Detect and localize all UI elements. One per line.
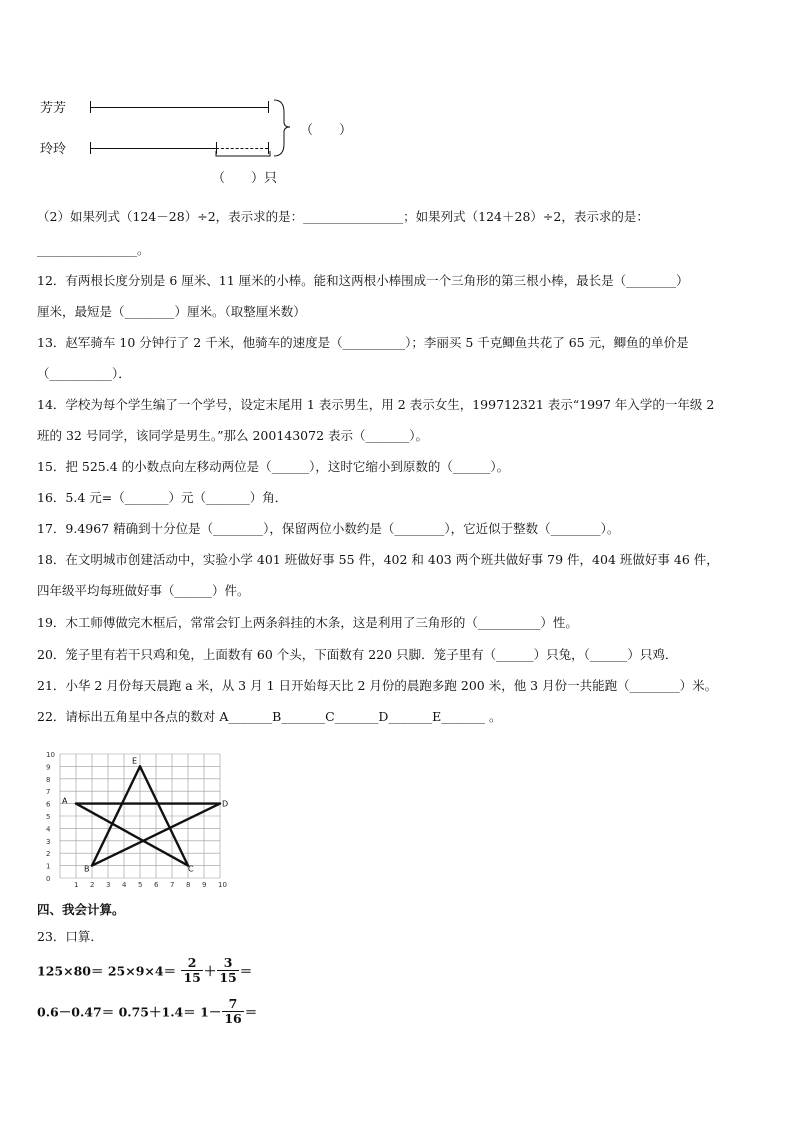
q18-line1: 18．在文明城市创建活动中，实验小学 401 班做好事 55 件，402 和 403 两个班共做好事 79 件，404 班做好事 46 件，: [37, 552, 719, 567]
point-label-b: B: [84, 864, 90, 874]
x-tick-label: 7: [170, 881, 175, 889]
q14-line2: 班的 32 号同学，该同学是男生。”那么 200143072 表示（_______）。: [37, 428, 429, 443]
section-4-heading: 四、我会计算。: [37, 902, 125, 917]
bottom-brace: [212, 150, 274, 164]
star-grid-figure: [34, 738, 234, 890]
q17: 17．9.4967 精确到十分位是（________），保留两位小数约是（________），它近似于整数（________）。: [37, 521, 620, 536]
x-tick-label: 3: [106, 881, 111, 889]
fraction-7-16: [222, 997, 243, 1026]
q12-line1: 12．有两根长度分别是 6 厘米、11 厘米的小棒。能和这两根小棒围成一个三角形的第三根小棒，最长是（________）: [37, 273, 689, 288]
plus-sign: ＋: [203, 963, 217, 979]
y-tick-label: 0: [46, 875, 51, 883]
fraction-2-15: [181, 956, 202, 985]
calc-2b: 0.75＋1.4＝: [118, 1004, 196, 1020]
lingling-segment: [90, 148, 216, 149]
calc-1b: 25×9×4＝: [107, 963, 177, 979]
y-tick-label: 10: [46, 751, 55, 759]
x-tick-label: 10: [218, 881, 227, 889]
q23: 23．口算．: [37, 929, 103, 944]
y-tick-label: 9: [46, 763, 51, 772]
q20: 20．笼子里有若干只鸡和兔，上面数有 60 个头，下面数有 220 只脚．笼子里有（______）只兔，（______）只鸡．: [37, 647, 678, 662]
fraction-numerator: 2: [181, 956, 202, 971]
segment-tick: [90, 142, 91, 154]
q11-part2-line2: ________________。: [37, 242, 150, 257]
fraction-numerator: 3: [217, 956, 238, 971]
y-tick-label: 7: [46, 788, 51, 797]
q14-line1: 14．学校为每个学生编了一个学号，设定末尾用 1 表示男生，用 2 表示女生，199712321 表示“1997 年入学的一年级 2: [37, 397, 715, 412]
star-edge: [76, 804, 188, 866]
q15: 15．把 525.4 的小数点向左移动两位是（______），这时它缩小到原数的（______）。: [37, 459, 510, 474]
bottom-blank: （ ）只: [212, 171, 278, 186]
q13-line2: （__________）．: [37, 366, 131, 381]
x-tick-label: 2: [90, 881, 95, 889]
point-label-a: A: [62, 796, 68, 806]
segment-tick: [268, 101, 269, 113]
x-tick-label: 8: [186, 881, 191, 889]
q19: 19．木工师傅做完木框后，常常会钉上两条斜挂的木条，这是利用了三角形的（__________）性。: [37, 615, 578, 630]
fraction-3-15: [217, 956, 238, 985]
q11-part2-line1: （2）如果列式（124－28）÷2，表示求的是：________________；如果列式（124＋28）÷2，表示求的是：: [37, 209, 649, 224]
fangfang-segment: [90, 107, 268, 108]
point-label-e: E: [132, 756, 138, 766]
brace-blank: （ ）: [300, 123, 353, 138]
calc-1a: 125×80＝: [37, 963, 104, 979]
fraction-denominator: 15: [183, 970, 201, 985]
q21: 21．小华 2 月份每天晨跑 a 米，从 3 月 1 日开始每天比 2 月份的晨跑多跑 200 米，他 3 月份一共能跑（________）米。: [37, 678, 718, 693]
x-tick-label: 9: [202, 881, 207, 889]
name-lingling: 玲玲: [40, 142, 67, 157]
y-tick-label: 4: [46, 825, 51, 834]
calc-row-2: [37, 997, 257, 1026]
calc-2c: 1－: [200, 1004, 222, 1020]
y-tick-label: 2: [46, 850, 51, 859]
x-tick-label: 4: [122, 881, 127, 889]
calc-row-1: [37, 956, 252, 985]
y-tick-label: 5: [46, 813, 51, 821]
equals-sign: ＝: [244, 1004, 258, 1020]
y-tick-label: 8: [46, 775, 51, 784]
x-tick-label: 6: [154, 881, 159, 889]
x-tick-label: 1: [74, 881, 79, 889]
q12-line2: 厘米，最短是（________）厘米。（取整厘米数）: [37, 304, 306, 319]
fraction-numerator: 7: [222, 997, 243, 1012]
y-tick-label: 3: [46, 837, 51, 846]
name-fangfang: 芳芳: [40, 101, 67, 116]
right-brace: [272, 98, 294, 158]
calc-2a: 0.6－0.47＝: [37, 1004, 115, 1020]
fraction-denominator: 15: [219, 970, 237, 985]
y-tick-label: 6: [46, 800, 51, 809]
fraction-denominator: 16: [224, 1011, 242, 1026]
x-tick-label: 5: [138, 881, 143, 889]
dashed-extension: [216, 148, 268, 149]
q16: 16．5.4 元=（_______）元（_______）角．: [37, 490, 288, 505]
y-tick-label: 1: [46, 862, 51, 871]
equals-sign: ＝: [239, 963, 253, 979]
q13-line1: 13．赵军骑车 10 分钟行了 2 千米，他骑车的速度是（__________）；李丽买 5 千克鲫鱼共花了 65 元，鲫鱼的单价是: [37, 335, 689, 350]
q22: 22．请标出五角星中各点的数对 A_______B_______C_______D_______E_______ 。: [37, 709, 502, 724]
q18-line2: 四年级平均每班做好事（______）件。: [37, 583, 250, 598]
point-label-c: C: [188, 864, 194, 874]
segment-tick: [90, 101, 91, 113]
point-label-d: D: [222, 799, 229, 809]
